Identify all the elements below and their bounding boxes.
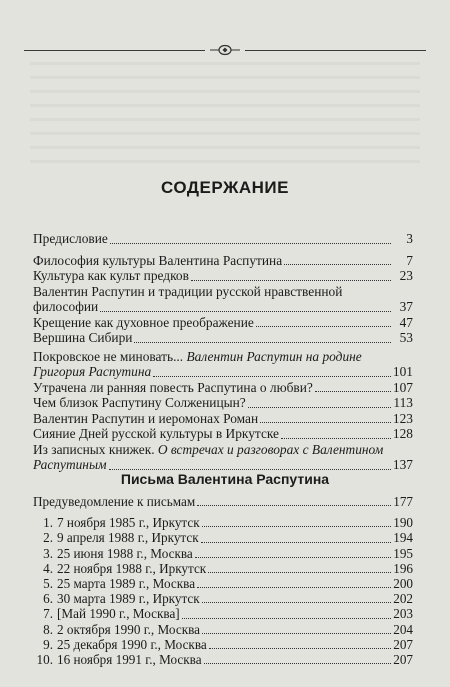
- toc-entry-label: 2. 9 апреля 1988 г., Иркутск: [43, 530, 199, 546]
- toc-entry-label: Сияние Дней русской культуры в Иркутске: [33, 426, 280, 441]
- dot-leader: [284, 264, 391, 265]
- toc-entry-label: Предисловие: [33, 231, 108, 246]
- toc-entry-label: Валентин Распутин и иеромонах Роман: [33, 410, 259, 426]
- toc-page-number: 37: [399, 299, 413, 314]
- toc-entry-label-cont: Распутиным: [33, 457, 107, 472]
- toc-page-number: 207: [393, 652, 413, 668]
- dot-leader: [195, 557, 391, 558]
- toc-entry-label: Чем близок Распутину Солженицын?: [33, 395, 246, 410]
- letter-row: [33, 637, 413, 652]
- rule-line-right: [245, 50, 426, 51]
- toc-page-number: 107: [392, 379, 413, 395]
- toc-row: [33, 231, 413, 247]
- page-title: СОДЕРЖАНИЕ: [161, 178, 289, 197]
- toc-page-number: 128: [392, 426, 413, 441]
- toc-row: [33, 330, 413, 346]
- toc-entry-label: Крещение как духовное преображение: [33, 314, 254, 330]
- toc-entry-label: Утрачена ли ранняя повесть Распутина о любви?: [33, 379, 313, 395]
- dot-leader: [109, 469, 391, 470]
- dot-leader: [256, 326, 391, 327]
- toc-page-number: 113: [393, 395, 413, 410]
- dot-leader: [110, 243, 391, 244]
- toc-page-number: 190: [393, 515, 413, 531]
- toc-row: [33, 253, 413, 269]
- toc-entry-label: Культура как культ предков: [33, 268, 189, 283]
- dot-leader: [248, 407, 391, 408]
- toc-row: [33, 426, 413, 442]
- letter-row: [33, 515, 413, 530]
- toc-page-number: 194: [393, 530, 413, 546]
- toc-entry-label: 5. 25 марта 1989 г., Москва: [43, 576, 196, 592]
- toc-row-multiline: [33, 349, 413, 380]
- toc-entry-label: Философия культуры Валентина Распутина: [33, 252, 283, 268]
- toc-entry-label: 3. 25 июня 1988 г., Москва: [43, 545, 193, 561]
- letter-row: [33, 652, 413, 667]
- toc-row: [33, 411, 413, 427]
- letter-row: [33, 606, 413, 621]
- show-through-text: [30, 62, 420, 172]
- toc-page-number: 137: [392, 457, 413, 472]
- toc-section-essays: [33, 231, 413, 473]
- dot-leader: [209, 648, 391, 649]
- dot-leader: [197, 587, 391, 588]
- dot-leader: [134, 342, 391, 343]
- toc-page-number: 203: [393, 606, 413, 622]
- toc-page-number: 200: [393, 576, 413, 592]
- toc-page-number: 23: [399, 268, 413, 283]
- dot-leader: [191, 280, 391, 281]
- dot-leader: [315, 391, 391, 392]
- rule-line-left: [24, 50, 205, 51]
- toc-page-number: 196: [393, 560, 413, 576]
- dot-leader: [100, 311, 391, 312]
- toc-entry-label: 4. 22 ноября 1988 г., Иркутск: [43, 560, 207, 576]
- toc-page-number: 47: [399, 314, 413, 330]
- letter-row: [33, 561, 413, 576]
- toc-row: [33, 315, 413, 331]
- ornament-icon: [208, 44, 242, 56]
- toc-entry-label: Из записных книжек. О встречах и разговорах с Валентином: [33, 441, 384, 457]
- dot-leader: [182, 618, 391, 619]
- toc-row: [33, 395, 413, 411]
- dot-leader: [201, 542, 391, 543]
- dot-leader: [208, 572, 391, 573]
- toc-page-number: 177: [393, 494, 413, 509]
- dot-leader: [197, 505, 391, 506]
- section-subtitle: Письма Валентина Распутина: [120, 471, 330, 487]
- header-rule: [24, 48, 426, 52]
- letter-row: [33, 530, 413, 545]
- dot-leader: [153, 376, 391, 377]
- dot-leader: [204, 663, 391, 664]
- toc-page-number: 7: [406, 252, 413, 268]
- toc-entry-label: 1. 7 ноября 1985 г., Иркутск: [43, 515, 200, 531]
- dot-leader: [281, 438, 391, 439]
- dot-leader: [202, 526, 391, 527]
- toc-entry-label-cont: Григория Распутина: [33, 364, 152, 379]
- toc-page-number: 123: [392, 410, 413, 426]
- letter-row: [33, 576, 413, 591]
- toc-row: [33, 380, 413, 396]
- toc-page-number: 207: [393, 636, 413, 652]
- toc-page-number: 195: [393, 545, 413, 561]
- toc-entry-label: Предуведомление к письмам: [33, 494, 196, 509]
- toc-entry-label-cont: философии: [33, 299, 99, 314]
- toc-entry-label: 10. 16 ноября 1991 г., Москва: [36, 652, 202, 668]
- toc-entry-label: 6. 30 марта 1989 г., Иркутск: [43, 591, 200, 607]
- toc-row-multiline: [33, 284, 413, 315]
- toc-section-letters: [33, 494, 413, 667]
- dot-leader: [202, 602, 391, 603]
- toc-entry-label: Покровское не миновать... Валентин Распутин на родине: [33, 348, 362, 364]
- toc-row: [33, 268, 413, 284]
- toc-page-number: 53: [399, 330, 413, 345]
- letter-row: [33, 622, 413, 637]
- toc-entry-label: 9. 25 декабря 1990 г., Москва: [43, 636, 207, 652]
- toc-page-number: 204: [393, 621, 413, 637]
- dot-leader: [202, 633, 391, 634]
- toc-page-number: 3: [406, 231, 413, 246]
- toc-page-number: 101: [392, 364, 413, 379]
- toc-row: [33, 494, 413, 509]
- letter-row: [33, 591, 413, 606]
- toc-row-multiline: [33, 442, 413, 473]
- toc-entry-label: 7. [Май 1990 г., Москва]: [43, 606, 180, 622]
- toc-entry-label: Вершина Сибири: [33, 330, 133, 345]
- toc-page-number: 202: [393, 591, 413, 607]
- letter-row: [33, 546, 413, 561]
- toc-entry-label: Валентин Распутин и традиции русской нравственной: [33, 283, 343, 299]
- dot-leader: [260, 422, 391, 423]
- toc-entry-label: 8. 2 октября 1990 г., Москва: [43, 621, 201, 637]
